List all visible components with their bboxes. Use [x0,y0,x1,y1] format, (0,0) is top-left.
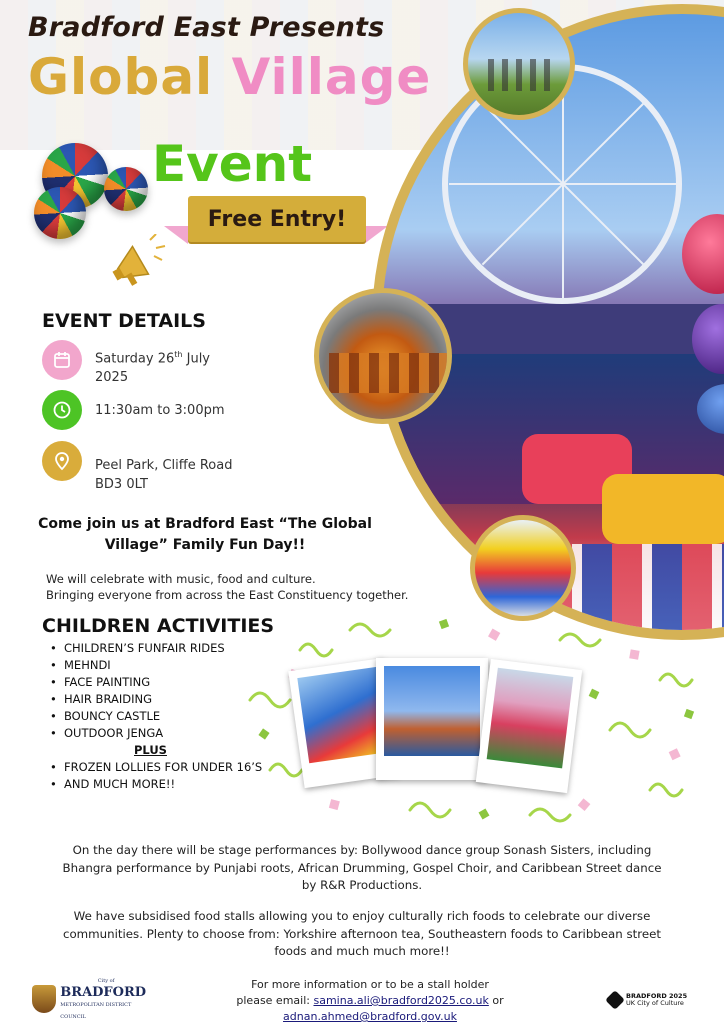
event-date: Saturday 26th July 2025 [95,350,210,386]
invite-heading: Come join us at Bradford East “The Global Village” Family Fun Day!! [38,516,372,553]
globe-icon [104,167,148,211]
free-entry-banner [188,196,366,242]
event-details-heading: EVENT DETAILS [42,310,206,332]
presenter-title: Bradford East Presents [28,12,385,43]
bradford-2025-logo: BRADFORD 2025 UK City of Culture [608,990,690,1010]
list-item: • BOUNCY CASTLE [50,708,262,725]
event-time: 11:30am to 3:00pm [95,403,225,418]
list-item: • CHILDREN’S FUNFAIR RIDES [50,640,262,657]
calendar-icon [42,340,82,380]
main-title [28,48,431,106]
location-pin-icon [42,441,82,481]
children-activities-heading: CHILDREN ACTIVITIES [42,615,275,637]
heart-icon [605,990,625,1010]
title-event: Event [152,135,313,193]
list-item: • FROZEN LOLLIES FOR UNDER 16’S [50,759,262,776]
polaroid-swing-ride-photo [376,658,488,780]
ride-car-image [602,474,724,544]
clock-icon [42,390,82,430]
list-item: • AND MUCH MORE!! [50,776,262,793]
celebrate-text: We will celebrate with music, food and culture. Bringing everyone from across the East Constituency together. [46,572,409,602]
bradford-crest-icon [32,985,56,1013]
free-entry-text: Free Entry! [207,206,347,232]
bradford-council-logo: City of BRADFORD METROPOLITAN DISTRICT COUNCIL [32,984,152,1014]
list-item: • FACE PAINTING [50,674,262,691]
megaphone-icon [108,234,168,290]
decorative-lamp [682,214,724,294]
globe-icon [34,187,86,239]
title-global: Global [28,48,214,106]
polaroid-funfair-photo [476,659,582,793]
stall-holder-text: For more information or to be a stall holder [251,978,489,991]
plus-label: PLUS [134,743,167,757]
bouncy-castle-photo [470,515,576,621]
email-link-adnan[interactable]: adnan.ahmed@bradford.gov.uk [283,1010,457,1023]
barbecue-photo [314,288,452,424]
contact-info: For more information or to be a stall holder please email: samina.ali@bradford2025.co.uk or adnan.ahmed@bradford.gov.uk [236,978,504,1023]
list-item: • HAIR BRAIDING [50,691,262,708]
performances-text: On the day there will be stage performances by: Bollywood dance group Sonash Sisters, including Bhangra performance by Punjabi roots, African Drumming, Gospel Choir, and Caribbean Street dance by R&R Productions. [62,843,662,892]
title-village: Village [231,48,432,106]
dancers-photo [463,8,575,120]
list-item: • OUTDOOR JENGA [50,725,262,742]
event-location: Peel Park, Cliffe Road BD3 0LT [95,458,233,492]
list-item: • MEHNDI [50,657,262,674]
food-text: We have subsidised food stalls allowing you to enjoy culturally rich foods to celebrate our diverse communities. Plenty to choose from: Yorkshire afternoon tea, Southeastern foods to Caribbean street foods and much much more!! [62,909,662,958]
email-link-samina[interactable]: samina.ali@bradford2025.co.uk [313,994,489,1007]
